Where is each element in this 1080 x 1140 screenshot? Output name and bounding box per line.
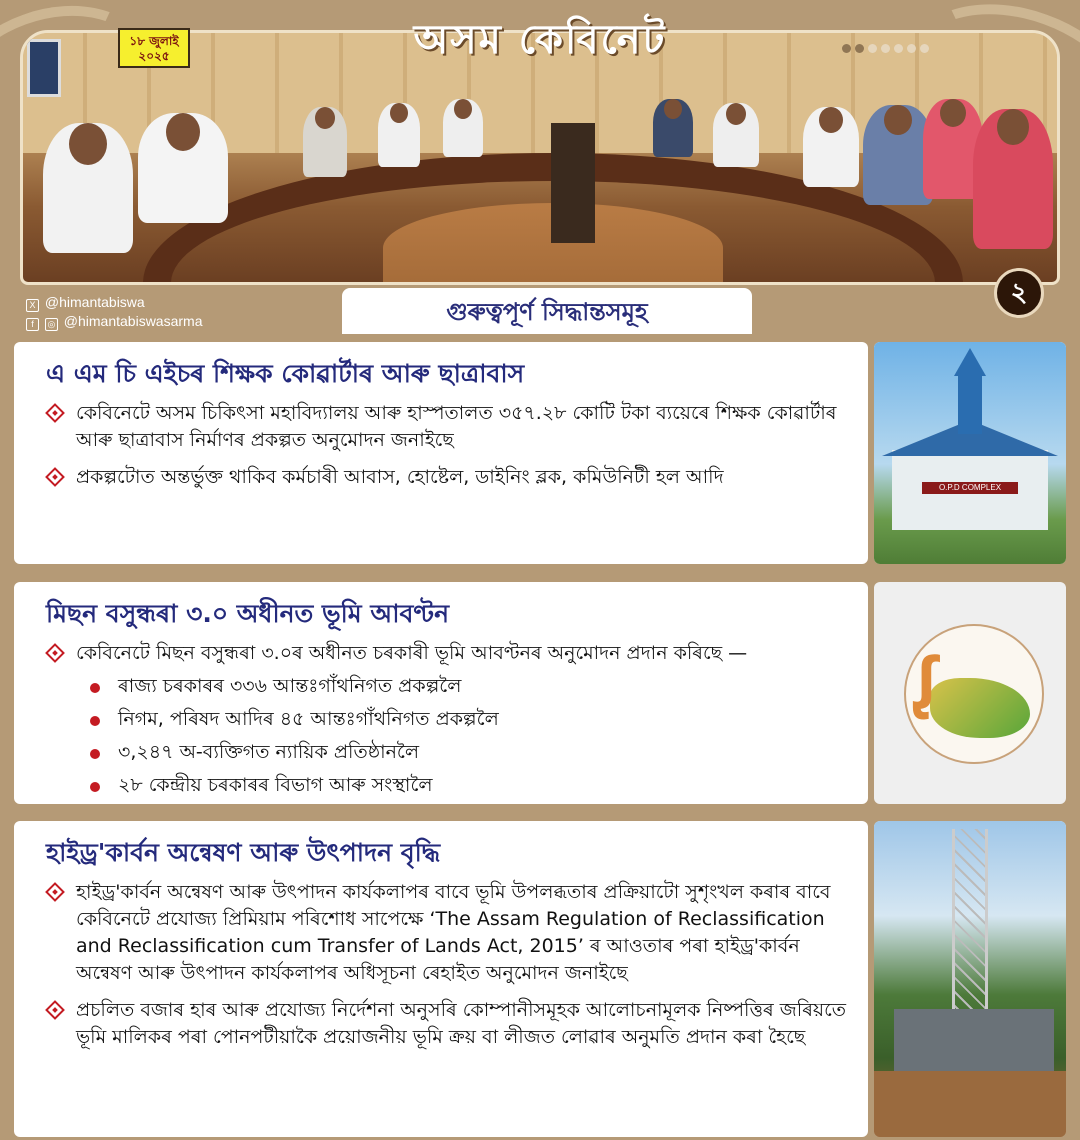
instagram-icon: ◎ xyxy=(45,318,58,331)
photo-person xyxy=(803,107,859,187)
photo-person xyxy=(303,107,347,177)
hospital-building-image xyxy=(874,342,1066,564)
facebook-handle-row xyxy=(26,312,203,331)
photo-person xyxy=(973,109,1053,249)
photo-person xyxy=(43,123,133,253)
mission-basundhara-logo xyxy=(874,582,1066,804)
diamond-bullet-icon xyxy=(45,403,65,423)
bullet-text: প্ৰকল্পটোত অন্তৰ্ভুক্ত থাকিব কৰ্মচাৰী আবাস, হোষ্টেল, ডাইনিং ব্লক, কমিউনিটী হল আদি xyxy=(76,466,724,488)
sub-point: ৰাজ্য চৰকাৰৰ ৩৩৬ আন্তঃগাঁথনিগত প্ৰকল্পলৈ xyxy=(46,673,850,700)
date-line-1: ১৮ জুলাই xyxy=(129,34,179,48)
drilling-rig xyxy=(952,829,988,1019)
card-heading: এ এম চি এইচৰ শিক্ষক কোৱাৰ্টাৰ আৰু ছাত্ৰাবাস xyxy=(46,359,525,388)
rig-base xyxy=(894,1009,1054,1079)
facebook-icon: f xyxy=(26,318,39,331)
diamond-bullet-icon xyxy=(45,643,65,663)
bullet-text: কেবিনেটে অসম চিকিৎসা মহাবিদ্যালয় আৰু হাস্পতালত ৩৫৭.২৮ কোটি টকা ব্যয়েৰে শিক্ষক কোৱাৰ্টাৰ আৰু ছাত্ৰাবাস নিৰ্মাণৰ প্ৰকল্পত অনুমোদন জনাইছে xyxy=(76,402,837,451)
photo-podium xyxy=(551,123,595,243)
bullet-point xyxy=(46,464,850,491)
date-line-2: ২০২৫ xyxy=(138,49,170,63)
diamond-bullet-icon xyxy=(45,467,65,487)
date-tag xyxy=(118,28,190,68)
social-handles xyxy=(26,293,203,331)
photo-person xyxy=(443,99,483,157)
twitter-handle-row xyxy=(26,293,203,312)
sub-point: ২৮ কেন্দ্ৰীয় চৰকাৰৰ বিভাগ আৰু সংস্থালৈ xyxy=(46,772,850,799)
logo-figure-icon: ᶘ xyxy=(914,640,938,722)
photo-person xyxy=(378,103,420,167)
photo-person xyxy=(138,113,228,223)
card-heading: হাইড্ৰ'কাৰ্বন অন্বেষণ আৰু উৎপাদন বৃদ্ধি xyxy=(46,838,441,867)
decision-card-amch xyxy=(14,342,868,564)
decision-card-hydrocarbon xyxy=(14,821,868,1137)
sub-point: ৩,২৪৭ অ-ব্যক্তিগত ন্যায়িক প্ৰতিষ্ঠানলৈ xyxy=(46,739,850,766)
sub-point: নিগম, পৰিষদ আদিৰ ৪৫ আন্তঃগাঁথনিগত প্ৰকল্পলৈ xyxy=(46,706,850,733)
oil-rig-image xyxy=(874,821,1066,1137)
diamond-bullet-icon xyxy=(45,882,65,902)
diamond-bullet-icon xyxy=(45,1000,65,1020)
bullet-text: হাইড্ৰ'কাৰ্বন অন্বেষণ আৰু উৎপাদন কাৰ্যকলাপৰ বাবে ভূমি উপলব্ধতাৰ প্ৰক্ৰিয়াটো সুশৃংখল কৰাৰ বাবে কেবিনেটে প্ৰযোজ্য প্ৰিমিয়াম পৰিশোধ সাপেক্ষে ‘The Assam Regulation of Reclassification and Reclassification cum Transfer of Lands Act, 2015’ ৰ আওতাৰ পৰা হাইড্ৰ'কাৰ্বন অন্বেষণ আৰু উৎপাদন কাৰ্যকলাপৰ অধিসূচনা ৰেহাইত অনুমোদন জনাইছে xyxy=(76,881,831,984)
page-number-badge: ২ xyxy=(994,268,1044,318)
bullet-text: কেবিনেটে মিছন বসুন্ধৰা ৩.০ৰ অধীনত চৰকাৰী ভূমি আবণ্টনৰ অনুমোদন প্ৰদান কৰিছে — xyxy=(76,642,748,664)
x-icon: X xyxy=(26,299,39,312)
bullet-point xyxy=(46,879,850,987)
main-title: অসম কেবিনেট xyxy=(413,17,667,63)
rig-ground xyxy=(874,1071,1066,1137)
decision-card-mission-basundhara xyxy=(14,582,868,804)
photo-screen xyxy=(27,39,61,97)
building-sign: O.P.D COMPLEX xyxy=(922,482,1018,494)
twitter-handle: @himantabiswa xyxy=(44,294,145,310)
photo-person xyxy=(713,103,759,167)
section-title: গুৰুত্বপূৰ্ণ সিদ্ধান্তসমূহ xyxy=(342,288,752,334)
decor-dots xyxy=(842,44,929,53)
facebook-instagram-handle: @himantabiswasarma xyxy=(63,313,203,329)
card-heading: মিছন বসুন্ধৰা ৩.০ অধীনত ভূমি আবণ্টন xyxy=(46,599,450,628)
photo-person xyxy=(653,99,693,157)
bullet-text: প্ৰচলিত বজাৰ হাৰ আৰু প্ৰযোজ্য নিৰ্দেশনা অনুসৰি কোম্পানীসমূহক আলোচনামূলক নিষ্পত্তিৰ জৰিয়তে ভূমি মালিকৰ পৰা পোনপটীয়াকৈ প্ৰয়োজনীয় ভূমি ক্ৰয় বা লীজত লোৱাৰ অনুমতি প্ৰদান কৰা হৈছে xyxy=(76,999,847,1048)
bullet-point xyxy=(46,400,850,454)
bullet-point xyxy=(46,640,850,667)
bullet-point xyxy=(46,997,850,1051)
